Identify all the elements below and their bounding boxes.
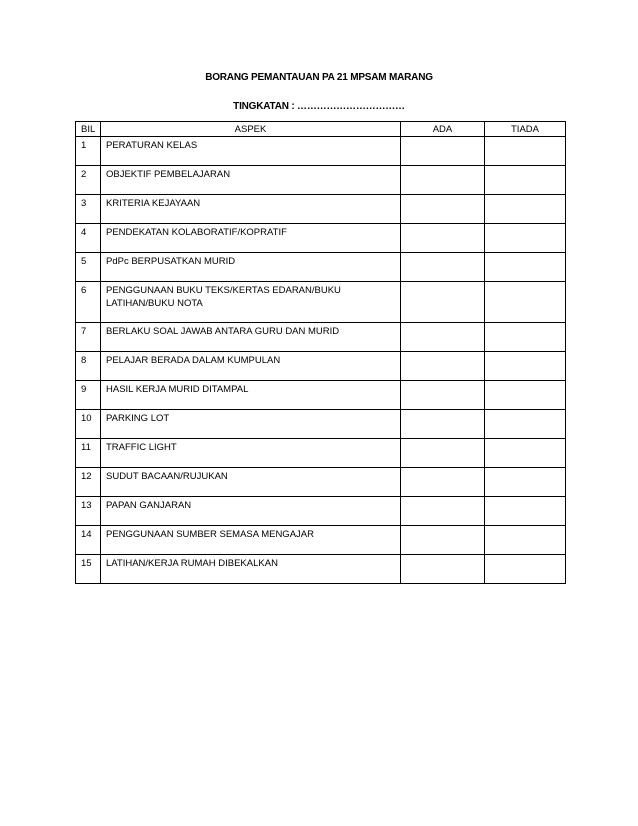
table-row <box>76 166 566 195</box>
row-tiada-cell[interactable] <box>485 410 566 439</box>
monitoring-table <box>75 121 566 584</box>
table-row <box>76 497 566 526</box>
row-number: 11 <box>76 439 101 468</box>
row-tiada-cell[interactable] <box>485 224 566 253</box>
row-ada-cell[interactable] <box>401 555 485 584</box>
row-aspek: PAPAN GANJARAN <box>101 497 401 526</box>
row-number: 6 <box>76 282 101 323</box>
row-number: 10 <box>76 410 101 439</box>
header-ada: ADA <box>401 122 485 137</box>
row-number: 2 <box>76 166 101 195</box>
row-aspek: BERLAKU SOAL JAWAB ANTARA GURU DAN MURID <box>101 323 401 352</box>
row-number: 9 <box>76 381 101 410</box>
row-ada-cell[interactable] <box>401 224 485 253</box>
row-number: 12 <box>76 468 101 497</box>
row-ada-cell[interactable] <box>401 166 485 195</box>
row-ada-cell[interactable] <box>401 253 485 282</box>
row-number: 15 <box>76 555 101 584</box>
row-tiada-cell[interactable] <box>485 195 566 224</box>
header-bil: BIL <box>76 122 101 137</box>
row-tiada-cell[interactable] <box>485 381 566 410</box>
row-tiada-cell[interactable] <box>485 555 566 584</box>
row-aspek: TRAFFIC LIGHT <box>101 439 401 468</box>
row-aspek: PENDEKATAN KOLABORATIF/KOPRATIF <box>101 224 401 253</box>
row-ada-cell[interactable] <box>401 497 485 526</box>
row-number: 14 <box>76 526 101 555</box>
row-ada-cell[interactable] <box>401 195 485 224</box>
row-number: 4 <box>76 224 101 253</box>
row-ada-cell[interactable] <box>401 468 485 497</box>
row-number: 7 <box>76 323 101 352</box>
table-row <box>76 195 566 224</box>
row-ada-cell[interactable] <box>401 410 485 439</box>
row-aspek: PdPc BERPUSATKAN MURID <box>101 253 401 282</box>
document-subtitle: TINGKATAN : …………………………… <box>233 101 405 112</box>
row-number: 3 <box>76 195 101 224</box>
row-tiada-cell[interactable] <box>485 137 566 166</box>
row-ada-cell[interactable] <box>401 323 485 352</box>
row-number: 1 <box>76 137 101 166</box>
table-header-row <box>76 122 566 137</box>
document-title: BORANG PEMANTAUAN PA 21 MPSAM MARANG <box>205 72 433 83</box>
row-ada-cell[interactable] <box>401 352 485 381</box>
row-aspek: LATIHAN/KERJA RUMAH DIBEKALKAN <box>101 555 401 584</box>
row-aspek: OBJEKTIF PEMBELAJARAN <box>101 166 401 195</box>
row-tiada-cell[interactable] <box>485 253 566 282</box>
table-row <box>76 224 566 253</box>
row-tiada-cell[interactable] <box>485 439 566 468</box>
table-row <box>76 410 566 439</box>
table-row <box>76 555 566 584</box>
row-aspek: PENGGUNAAN BUKU TEKS/KERTAS EDARAN/BUKU LATIHAN/BUKU NOTA <box>101 282 401 323</box>
row-aspek: SUDUT BACAAN/RUJUKAN <box>101 468 401 497</box>
row-number: 5 <box>76 253 101 282</box>
table-row <box>76 381 566 410</box>
header-tiada: TIADA <box>485 122 566 137</box>
row-number: 13 <box>76 497 101 526</box>
row-aspek: HASIL KERJA MURID DITAMPAL <box>101 381 401 410</box>
table-row <box>76 282 566 323</box>
row-tiada-cell[interactable] <box>485 282 566 323</box>
row-tiada-cell[interactable] <box>485 323 566 352</box>
table-row <box>76 439 566 468</box>
table-row <box>76 137 566 166</box>
header-aspek: ASPEK <box>101 122 401 137</box>
row-aspek: PELAJAR BERADA DALAM KUMPULAN <box>101 352 401 381</box>
row-ada-cell[interactable] <box>401 282 485 323</box>
row-ada-cell[interactable] <box>401 381 485 410</box>
row-tiada-cell[interactable] <box>485 497 566 526</box>
row-tiada-cell[interactable] <box>485 166 566 195</box>
row-aspek: PARKING LOT <box>101 410 401 439</box>
row-tiada-cell[interactable] <box>485 526 566 555</box>
table-row <box>76 253 566 282</box>
table-row <box>76 526 566 555</box>
row-ada-cell[interactable] <box>401 526 485 555</box>
row-tiada-cell[interactable] <box>485 468 566 497</box>
row-tiada-cell[interactable] <box>485 352 566 381</box>
row-ada-cell[interactable] <box>401 439 485 468</box>
row-aspek: KRITERIA KEJAYAAN <box>101 195 401 224</box>
row-number: 8 <box>76 352 101 381</box>
table-row <box>76 468 566 497</box>
row-aspek: PERATURAN KELAS <box>101 137 401 166</box>
table-row <box>76 352 566 381</box>
table-row <box>76 323 566 352</box>
row-aspek: PENGGUNAAN SUMBER SEMASA MENGAJAR <box>101 526 401 555</box>
row-ada-cell[interactable] <box>401 137 485 166</box>
